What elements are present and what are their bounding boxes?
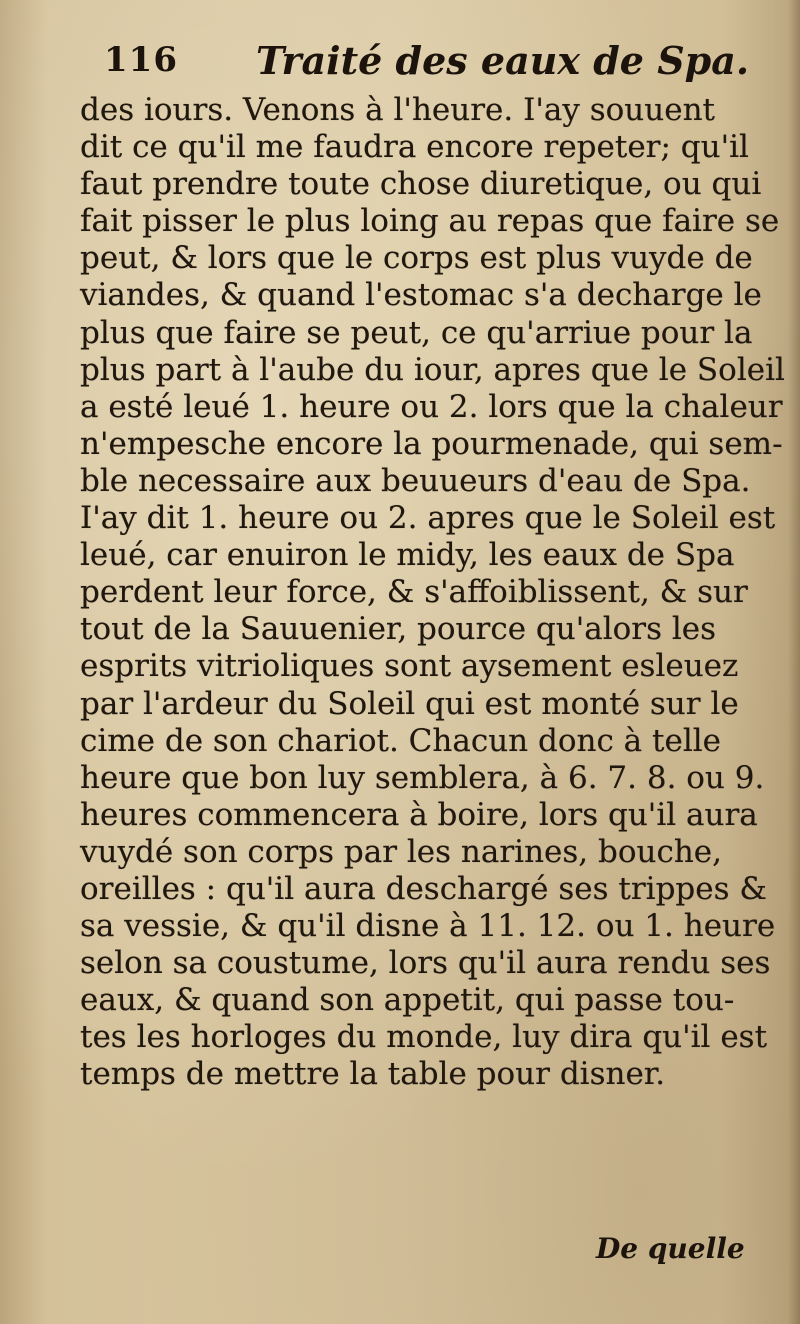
text-line: heure que bon luy semblera, à 6. 7. 8. ou 9. [80,759,765,796]
text-line: fait pisser le plus loing au repas que faire se [80,203,780,240]
page-number: 116 [104,40,178,80]
text-line: n'empesche encore la pourmenade, qui sem- [80,425,783,462]
text-line: peut, & lors que le corps est plus vuyde de [80,240,753,277]
text-line: heures commencera à boire, lors qu'il aura [80,796,758,833]
running-title: Traité des eaux de Spa. [256,38,750,83]
text-line: I'ay dit 1. heure ou 2. apres que le Soleil est [80,500,776,537]
body-text [80,92,785,1094]
text-line: tout de la Sauuenier, pource qu'alors les [80,611,717,648]
text-line: vuydé son corps par les narines, bouche, [80,833,723,870]
text-line: faut prendre toute chose diuretique, ou qui [80,166,762,203]
page-edge-shadow [788,0,800,1324]
text-line: temps de mettre la table pour disner. [80,1056,666,1093]
text-line: leué, car enuiron le midy, les eaux de Spa [80,537,735,574]
text-line: oreilles : qu'il aura deschargé ses trippes & [80,870,767,907]
text-line: a esté leué 1. heure ou 2. lors que la chaleur [80,388,783,425]
text-line: tes les horloges du monde, luy dira qu'il est [80,1019,768,1056]
page-header [104,38,750,94]
text-line: plus que faire se peut, ce qu'arriue pour la [80,314,753,351]
text-line: cime de son chariot. Chacun donc à telle [80,722,721,759]
text-line: viandes, & quand l'estomac s'a decharge le [80,277,762,314]
text-line: eaux, & quand son appetit, qui passe tou- [80,982,735,1019]
text-line: par l'ardeur du Soleil qui est monté sur le [80,685,739,722]
text-line: ble necessaire aux beuueurs d'eau de Spa. [80,462,751,499]
text-line: esprits vitrioliques sont aysement esleuez [80,648,739,685]
text-line: sa vessie, & qu'il disne à 11. 12. ou 1. heure [80,908,776,945]
text-line: selon sa coustume, lors qu'il aura rendu ses [80,945,771,982]
text-line: des iours. Venons à l'heure. I'ay souuent [80,92,715,128]
text-line: dit ce qu'il me faudra encore repeter; qu'il [80,129,749,166]
text-line: plus part à l'aube du iour, apres que le Soleil [80,351,785,388]
catchword: De quelle [596,1232,745,1265]
text-line: perdent leur force, & s'affoiblissent, & sur [80,574,748,611]
